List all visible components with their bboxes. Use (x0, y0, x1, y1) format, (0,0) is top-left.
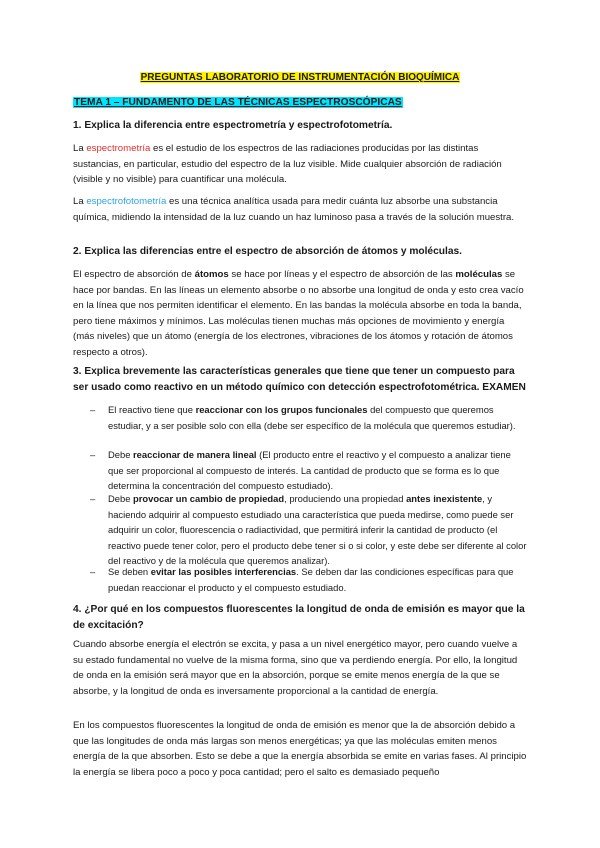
topic-heading (73, 96, 403, 109)
list-dash: – (90, 566, 96, 577)
q4-paragraph-1: Cuando absorbe energía el electrón se excita, y pasa a un nivel energético mayor, pero cuando vuelve a su estado fundamental no vuelve de la misma forma, sino que va perdiendo energía. Por ello, la longitud de onda en la emisión será mayor que en la absorción, porque se emite menos energía de la que se absorbe, y la longitud de onda es inversamente proporcional a la cantidad de energía. (73, 639, 518, 697)
question-2: 2. Explica las diferencias entre el espectro de absorción de átomos y moléculas. (73, 246, 462, 257)
q2-answer: El espectro de absorción de átomos se hace por líneas y el espectro de absorción de las moléculas se hace por bandas. En las líneas un elemento absorbe o no absorbe una longitud de onda y esto crea vacío en la línea que nos permiten identificar el elemento. En las bandas la molécula absorbe en toda la banda, pero tiene máximos y mínimos. Las moléculas tienen muchas más opciones de movimiento y energía (más niveles) que un átomo (energía de los electrones, vibraciones de los átomos y rotación de átomos respecto a otros). (73, 269, 524, 358)
title-highlight: PREGUNTAS LABORATORIO DE INSTRUMENTACIÓN BIOQUÍMICA (140, 72, 460, 83)
q1-paragraph-2: La espectrofotometría es una técnica analítica usada para medir cuánta luz absorbe una substancia química, midiendo la intensidad de la luz cuando un haz luminoso pasa a través de la solución muestra. (73, 196, 515, 223)
term-espectrofotometria: espectrofotometría (86, 196, 167, 207)
q3-list-item-1: – El reactivo tiene que reaccionar con los grupos funcionales del compuesto que queremos estudiar, y a ser posible solo con ella (debe ser específico de la molécula que queremos estudiar). (90, 404, 516, 431)
term-espectrometria: espectrometría (86, 143, 151, 154)
q3-list-item-2: – Debe reaccionar de manera lineal (El producto entre el reactivo y el compuesto a analizar tiene que ser proporcional al compuesto de interés. La cantidad de producto que se forma es lo que determina la concentración del compuesto estudiado). (90, 449, 511, 491)
question-4: 4. ¿Por qué en los compuestos fluorescentes la longitud de onda de emisión es mayor que la de excitación? (73, 604, 525, 631)
q3-list-item-3: – Debe provocar un cambio de propiedad, produciendo una propiedad antes inexistente, y haciendo adquirir al compuesto estudiado una característica que pueda medirse, como puede ser adquirir un color, fluorescencia o radiactividad, que permitirá inferir la cantidad de producto (el reactivo puede tener color, pero el producto debe tener si o si color, y este debe ser diferente al color del reactivo y de la molécula que queremos analizar). (90, 493, 527, 566)
list-dash: – (90, 449, 96, 460)
q4-paragraph-2: En los compuestos fluorescentes la longitud de onda de emisión es menor que la de absorción debido a que las longitudes de onda más largas son menos energéticas; ya que las moléculas emiten menos energía de la que absorben. Esto se debe a que la energía absorbida se emite en varias fases. Al principio la energía se libera poco a poco y poca cantidad; pero el salto es demasiado pequeño (73, 720, 527, 778)
q1-paragraph-1: La espectrometría es el estudio de los espectros de las radiaciones producidas por las distintas sustancias, en particular, estudio del espectro de la luz visible. Mide cualquier absorción de radiación (visible y no visible) para cuantificar una molécula. (73, 143, 502, 185)
list-dash: – (90, 404, 96, 415)
topic-highlight: TEMA 1 – FUNDAMENTO DE LAS TÉCNICAS ESPECTROSCÓPICAS (74, 97, 402, 108)
question-3: 3. Explica brevemente las características generales que tiene que tener un compuesto para ser usado como reactivo en un método químico con detección espectrofotométrica. EXAMEN (73, 366, 526, 393)
document-title (0, 71, 600, 84)
question-1: 1. Explica la diferencia entre espectrometría y espectrofotometría. (73, 120, 393, 131)
q3-list-item-4: – Se deben evitar las posibles interferencias. Se deben dar las condiciones específicas para que puedan reaccionar el producto y el compuesto estudiado. (90, 566, 514, 593)
list-dash: – (90, 493, 96, 504)
